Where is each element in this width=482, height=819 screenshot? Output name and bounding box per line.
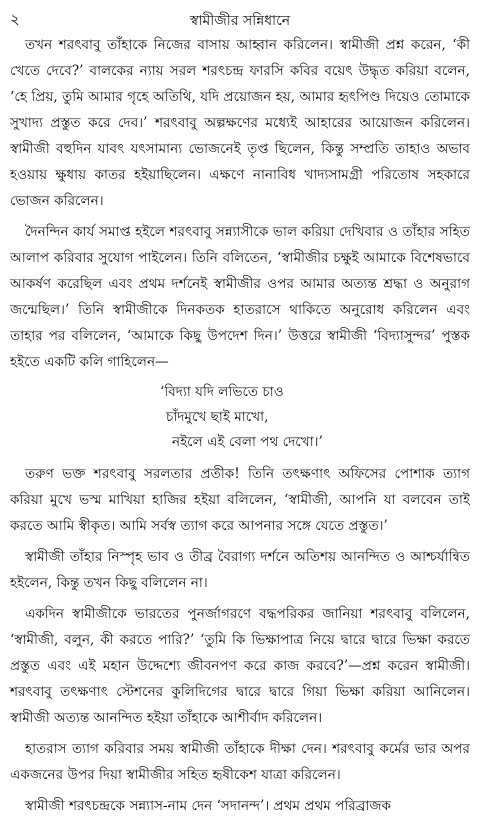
song-verse: [10, 380, 470, 455]
page-header: [10, 6, 470, 32]
paragraph: দৈনন্দিন কার্য সমাপ্ত হইলে শরৎবাবু সন্ন্যাসীকে ভাল করিয়া দেখিবার ও তাঁহার সহিত আলাপ করিবার সুযোগ পাইলেন। তিনি বলিতেন, ‘স্বামীজীর চক্ষুই আমাকে বিশেষভাবে আকর্ষণ করেছিল এবং প্রথম দর্শনেই স্বামীজীর ওপর আমার অত্যন্ত শ্রদ্ধা ও অনুরাগ জন্মেছিল।’ তিনি স্বামীজীকে দিনকতক হাতরাসে থাকিতে অনুরোধ করিলেন এবং তাহার পর বলিলেন, ‘আমাকে কিছু উপদেশ দিন।’ উত্তরে স্বামীজী ‘বিদ্যাসুন্দর’ পুস্তক হইতে একটি কলি গাহিলেন—: [10, 224, 470, 370]
paragraph: তরুণ ভক্ত শরৎবাবু সরলতার প্রতীক! তিনি তৎক্ষণাৎ অফিসের পোশাক ত্যাগ করিয়া মুখে ভস্ম মাখিয়া হাজির হইয়া বলিলেন, ‘স্বামীজী, আপনি যা বলবেন তাই করতে আমি স্বীকৃত। আমি সর্বস্ব ত্যাগ করে আপনার সঙ্গে যেতে প্রস্তুত।’: [10, 466, 470, 534]
paragraph: স্বামীজী শরৎচন্দ্রকে সন্ন্যাস-নাম দেন ‘সদানন্দ’। প্রথম প্রথম পরিব্রাজক: [24, 798, 392, 814]
paragraph: তখন শরৎবাবু তাঁহাকে নিজের বাসায় আহ্বান করিলেন। স্বামীজী প্রশ্ন করেন, ‘কী খেতে দেবে?’ বালকের ন্যায় সরল শরৎচন্দ্র ফারসি কবির বয়েৎ উদ্ধৃত করিয়া বলেন, ‘হে প্রিয়, তুমি আমার গৃহে অতিথি, যদি প্রয়োজন হয়, আমার হৃৎপিণ্ড দিয়েও তোমাকে সুখাদ্য প্রস্তুত করে দেব।’ শরৎবাবু অল্পক্ষণের মধ্যেই আহারের আয়োজন করিলেন। স্বামীজী বহুদিন যাবৎ যৎসামান্য ভোজনেই তৃপ্ত ছিলেন, কিন্তু সম্প্রতি তাহাও অভাব হওয়ায় ক্ষুধায় কাতর হইয়াছিলেন। এক্ষণে নানাবিধ খাদ্যসামগ্রী পরিতোষ সহকারে ভোজন করিলেন।: [10, 37, 470, 209]
paragraph: স্বামীজী তাঁহার নিস্পৃহ ভাব ও তীব্র বৈরাগ্য দর্শনে অতিশয় আনন্দিত ও আশ্চর্যান্বিত হইলেন, কিন্তু তখন কিছু বলিলেন না।: [10, 549, 470, 591]
page-body: [10, 32, 470, 819]
verse-line: চাঁদমুখে ছাই মাখো,: [166, 409, 269, 425]
paragraph: একদিন স্বামীজীকে ভারতের পুনর্জাগরণে বদ্ধপরিকর জানিয়া শরৎবাবু বলিলেন, ‘স্বামীজী, বলুন, কী করতে পারি?’ ‘তুমি কি ভিক্ষাপাত্র নিয়ে দ্বারে দ্বারে ভিক্ষা করতে প্রস্তুত এবং এই মহান উদ্দেশ্যে জীবনপণ করে কাজ করবে?’—প্রশ্ন করেন স্বামীজী। শরৎবাবু তৎক্ষণাৎ স্টেশনের কুলিদিগের দ্বারে দ্বারে গিয়া ভিক্ষা করিয়া আনিলেন। স্বামীজী অত্যন্ত আনন্দিত হইয়া তাঁহাকে আশীর্বাদ করিলেন।: [10, 606, 470, 726]
page-number: ২: [10, 10, 20, 28]
verse-line: নইলে এই বেলা পথ দেখো।’: [172, 434, 323, 450]
paragraph: হাতরাস ত্যাগ করিবার সময় স্বামীজী তাঁহাকে দীক্ষা দেন। শরৎবাবু কর্মের ভার অপর একজনের উপর দিয়া স্বামীজীর সহিত হৃষীকেশ যাত্রা করিলেন।: [10, 741, 470, 783]
running-title: স্বামীজীর সন্নিধানে: [189, 13, 291, 29]
verse-line: ‘বিদ্যা যদি লভিতে চাও: [160, 384, 284, 400]
